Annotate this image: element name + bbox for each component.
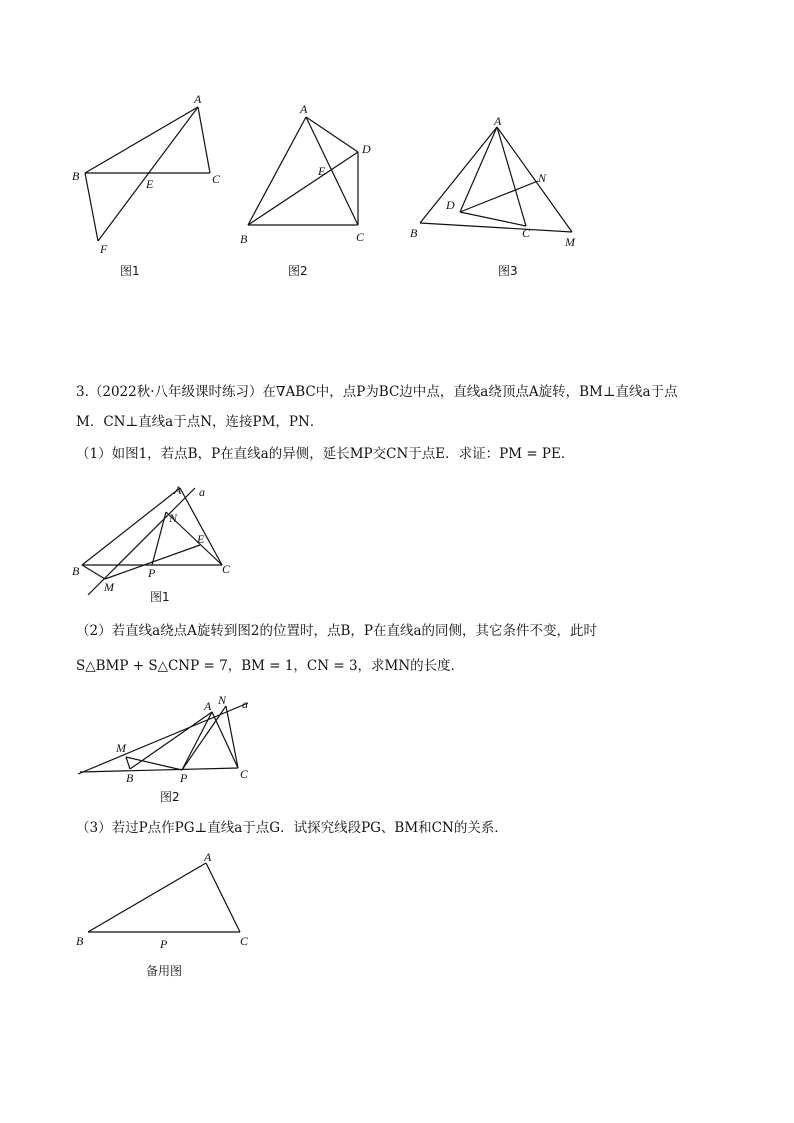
- label-c: C: [222, 562, 231, 576]
- segment-mp: [126, 757, 182, 770]
- label-n: N: [218, 693, 227, 707]
- segment-am: [497, 127, 572, 232]
- figure-caption: 图1: [120, 264, 140, 278]
- part-2-question-line-2: S△BMP + S△CNP = 7，BM = 1，CN = 3，求MN的长度．: [76, 658, 465, 674]
- segment-ac: [497, 127, 526, 226]
- segment-bc-extended: [80, 768, 238, 772]
- label-a: A: [174, 483, 182, 497]
- segment-dc: [460, 212, 526, 226]
- label-p: P: [160, 937, 168, 951]
- label-e: E: [146, 177, 154, 191]
- label-b: B: [410, 226, 418, 240]
- spare-figure: [60, 845, 270, 985]
- label-c: C: [240, 767, 249, 781]
- label-b: B: [76, 934, 84, 948]
- label-a: A: [494, 114, 502, 128]
- segment-ab: [248, 117, 306, 225]
- part-1-question: （1）如图1，若点B，P在直线a的异侧，延长MP交CN于点E．求证：PM = PE．: [76, 446, 575, 462]
- top-figure-2: [230, 95, 390, 285]
- part-3-question: （3）若过P点作PG⊥直线a于点G．试探究线段PG、BM和CN的关系．: [76, 820, 508, 836]
- segment-bf: [85, 173, 98, 241]
- problem-figure-1: [60, 475, 240, 610]
- label-a: A: [194, 92, 202, 106]
- label-a: A: [204, 699, 212, 713]
- label-c: C: [212, 172, 221, 186]
- top-figure-1: [60, 85, 240, 285]
- segment-bm: [126, 757, 130, 769]
- label-a: A: [300, 102, 308, 116]
- label-d: D: [446, 198, 455, 212]
- figure-caption: 图2: [288, 264, 308, 278]
- segment-ac: [306, 117, 358, 225]
- label-b: B: [72, 564, 80, 578]
- segment-bm: [420, 223, 572, 232]
- label-b: B: [126, 771, 134, 785]
- segment-ac: [198, 107, 210, 173]
- label-e: E: [197, 532, 205, 546]
- line-a: [78, 703, 248, 774]
- label-f: F: [100, 242, 108, 256]
- label-m: M: [104, 580, 114, 594]
- figure-caption: 备用图: [146, 964, 183, 978]
- problem-statement-line-1: 3.（2022秋·八年级课时练习）在∇ABC中，点P为BC边中点，直线a绕顶点A旋转，BM⊥直线a于点: [76, 384, 678, 400]
- label-b: B: [72, 169, 80, 183]
- segment-ab: [88, 863, 206, 932]
- figure-caption: 图3: [498, 264, 518, 278]
- label-m: M: [116, 741, 126, 755]
- segment-ab: [420, 127, 497, 223]
- figure-caption: 图2: [160, 790, 180, 804]
- segment-np: [182, 706, 226, 770]
- label-c: C: [356, 230, 365, 244]
- segment-bm: [82, 565, 105, 579]
- part-2-question-line-1: （2）若直线a绕点A旋转到图2的位置时，点B，P在直线a的同侧，其它条件不变，此时: [76, 623, 598, 639]
- segment-ba: [85, 107, 198, 173]
- problem-figure-2: [60, 688, 260, 808]
- label-n: N: [169, 511, 178, 525]
- label-e: E: [318, 164, 326, 178]
- label-line-a: a: [242, 697, 248, 711]
- segment-cn: [226, 706, 238, 768]
- label-p: P: [180, 771, 188, 785]
- label-n: N: [538, 171, 547, 185]
- segment-ab: [82, 488, 180, 565]
- label-b: B: [240, 232, 248, 246]
- segment-ac: [206, 863, 240, 932]
- label-a: A: [204, 850, 212, 864]
- label-c: C: [240, 934, 249, 948]
- segment-pn: [152, 512, 166, 565]
- problem-statement-line-2: M．CN⊥直线a于点N，连接PM，PN．: [76, 414, 324, 430]
- segment-ac: [180, 488, 222, 565]
- label-line-a: a: [199, 485, 205, 499]
- label-p: P: [148, 566, 156, 580]
- top-figure-3: [400, 105, 600, 285]
- label-m: M: [565, 235, 575, 249]
- segment-af: [98, 107, 198, 241]
- label-c: C: [522, 226, 531, 240]
- segment-bd: [248, 152, 358, 225]
- label-d: D: [362, 142, 371, 156]
- segment-ap: [182, 712, 212, 770]
- figure-caption: 图1: [150, 590, 170, 604]
